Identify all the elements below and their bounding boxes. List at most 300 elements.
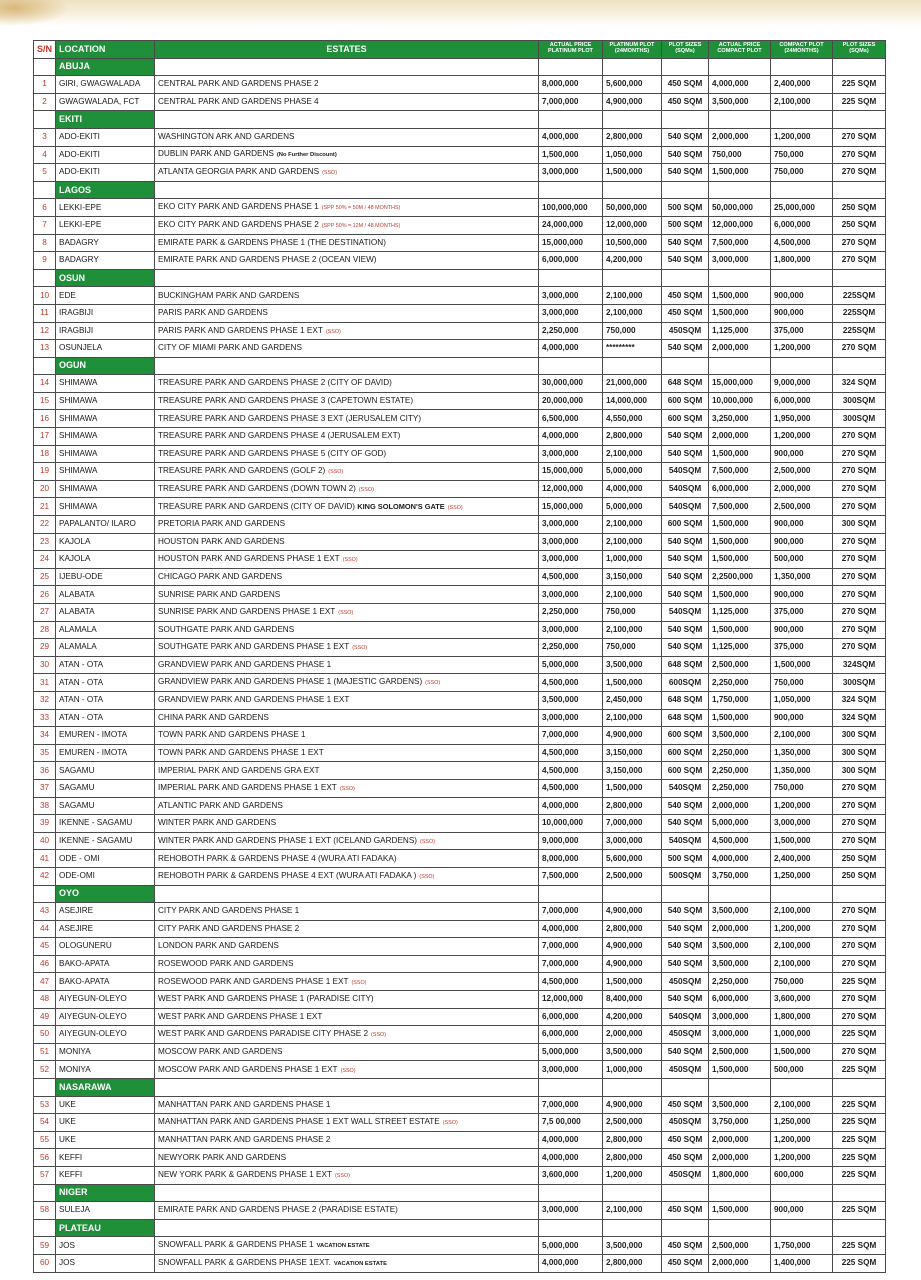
row-actual-platinum-price: 9,000,000 <box>539 832 603 850</box>
row-platinum-24m-price: 4,900,000 <box>603 1096 662 1114</box>
row-compact-plot-size: 324 SQM <box>833 691 886 709</box>
row-compact-24m-price: 1,800,000 <box>771 1008 833 1026</box>
row-sn: 51 <box>34 1043 56 1061</box>
row-compact-24m-price: 750,000 <box>771 164 833 182</box>
region-name: OSUN <box>56 269 155 287</box>
row-location: LEKKI-EPE <box>56 199 155 217</box>
row-actual-compact-price: 1,500,000 <box>709 164 771 182</box>
row-sn: 25 <box>34 568 56 586</box>
table-row <box>34 639 886 657</box>
region-spacer <box>603 58 662 76</box>
row-estate <box>155 1202 539 1220</box>
estate-name: HOUSTON PARK AND GARDENS PHASE 1 EXT <box>158 554 340 564</box>
row-estate <box>155 287 539 305</box>
row-sn: 33 <box>34 709 56 727</box>
row-estate <box>155 322 539 340</box>
row-actual-compact-price: 2,000,000 <box>709 428 771 446</box>
row-estate <box>155 1114 539 1132</box>
row-estate <box>155 779 539 797</box>
row-estate <box>155 1167 539 1185</box>
row-actual-compact-price: 1,500,000 <box>709 1061 771 1079</box>
row-estate <box>155 832 539 850</box>
row-platinum-plot-size: 648 SQM <box>662 691 709 709</box>
estate-name: DUBLIN PARK AND GARDENS <box>158 149 274 159</box>
row-actual-compact-price: 4,000,000 <box>709 850 771 868</box>
row-actual-compact-price: 3,500,000 <box>709 93 771 111</box>
row-location: SHIMAWA <box>56 498 155 516</box>
row-sn: 28 <box>34 621 56 639</box>
region-spacer <box>34 1184 56 1202</box>
row-actual-platinum-price: 8,000,000 <box>539 850 603 868</box>
row-platinum-24m-price: 3,150,000 <box>603 568 662 586</box>
row-sn: 59 <box>34 1237 56 1255</box>
row-actual-platinum-price: 100,000,000 <box>539 199 603 217</box>
estate-name: WINTER PARK AND GARDENS <box>158 818 277 828</box>
row-compact-24m-price: 1,250,000 <box>771 1114 833 1132</box>
row-platinum-plot-size: 540 SQM <box>662 920 709 938</box>
row-compact-plot-size: 250 SQM <box>833 867 886 885</box>
region-spacer <box>539 58 603 76</box>
row-actual-compact-price: 3,500,000 <box>709 955 771 973</box>
row-platinum-24m-price: 2,800,000 <box>603 1131 662 1149</box>
row-compact-24m-price: 2,500,000 <box>771 498 833 516</box>
row-actual-platinum-price: 15,000,000 <box>539 463 603 481</box>
row-actual-platinum-price: 15,000,000 <box>539 498 603 516</box>
row-compact-plot-size: 270 SQM <box>833 146 886 164</box>
estate-name: SNOWFALL PARK & GARDENS PHASE 1EXT. <box>158 1257 331 1267</box>
row-actual-compact-price: 3,750,000 <box>709 867 771 885</box>
row-compact-plot-size: 270 SQM <box>833 340 886 358</box>
row-actual-platinum-price: 6,000,000 <box>539 1026 603 1044</box>
row-platinum-24m-price: 2,450,000 <box>603 691 662 709</box>
row-actual-compact-price: 2,000,000 <box>709 1131 771 1149</box>
table-row <box>34 744 886 762</box>
row-compact-24m-price: 1,200,000 <box>771 1149 833 1167</box>
table-row <box>34 234 886 252</box>
table-row <box>34 568 886 586</box>
region-spacer <box>155 885 539 903</box>
row-compact-24m-price: 2,100,000 <box>771 938 833 956</box>
row-sn: 1 <box>34 76 56 94</box>
row-compact-plot-size: 300SQM <box>833 410 886 428</box>
row-actual-platinum-price: 3,000,000 <box>539 533 603 551</box>
row-platinum-plot-size: 450SQM <box>662 973 709 991</box>
row-estate <box>155 304 539 322</box>
row-compact-plot-size: 270 SQM <box>833 938 886 956</box>
row-location: EMUREN - IMOTA <box>56 727 155 745</box>
row-sn: 5 <box>34 164 56 182</box>
region-spacer <box>34 1079 56 1097</box>
row-platinum-plot-size: 540 SQM <box>662 621 709 639</box>
row-estate <box>155 375 539 393</box>
row-compact-plot-size: 270 SQM <box>833 428 886 446</box>
estate-note: (SSO) <box>419 874 435 880</box>
row-sn: 21 <box>34 498 56 516</box>
row-actual-platinum-price: 5,000,000 <box>539 656 603 674</box>
table-row <box>34 340 886 358</box>
row-actual-compact-price: 3,500,000 <box>709 727 771 745</box>
row-actual-compact-price: 2,250,000 <box>709 674 771 692</box>
row-sn: 30 <box>34 656 56 674</box>
row-location: ATAN - OTA <box>56 691 155 709</box>
region-header-row <box>34 111 886 129</box>
row-platinum-plot-size: 540SQM <box>662 480 709 498</box>
row-actual-platinum-price: 7,000,000 <box>539 93 603 111</box>
table-row <box>34 1167 886 1185</box>
row-sn: 20 <box>34 480 56 498</box>
row-location: ALABATA <box>56 604 155 622</box>
row-sn: 14 <box>34 375 56 393</box>
estate-note: (SSO) <box>442 1120 458 1127</box>
table-row <box>34 832 886 850</box>
table-row <box>34 604 886 622</box>
row-estate <box>155 216 539 234</box>
region-spacer <box>709 1219 771 1237</box>
row-compact-plot-size: 270 SQM <box>833 498 886 516</box>
region-spacer <box>709 111 771 129</box>
table-row <box>34 392 886 410</box>
row-platinum-plot-size: 540 SQM <box>662 1043 709 1061</box>
row-platinum-24m-price: 4,550,000 <box>603 410 662 428</box>
row-estate <box>155 252 539 270</box>
row-compact-plot-size: 225 SQM <box>833 1114 886 1132</box>
table-row <box>34 621 886 639</box>
row-compact-24m-price: 1,950,000 <box>771 410 833 428</box>
region-header-row <box>34 1219 886 1237</box>
row-sn: 4 <box>34 146 56 164</box>
estate-note: VACATION ESTATE <box>316 1243 370 1250</box>
row-estate <box>155 410 539 428</box>
row-compact-24m-price: 4,500,000 <box>771 234 833 252</box>
region-spacer <box>709 181 771 199</box>
region-header-row <box>34 1184 886 1202</box>
row-estate <box>155 920 539 938</box>
row-compact-plot-size: 225 SQM <box>833 1061 886 1079</box>
row-actual-platinum-price: 10,000,000 <box>539 815 603 833</box>
row-sn: 43 <box>34 903 56 921</box>
row-compact-plot-size: 270 SQM <box>833 991 886 1009</box>
region-spacer <box>155 269 539 287</box>
row-location: SAGAMU <box>56 762 155 780</box>
row-platinum-plot-size: 648 SQM <box>662 375 709 393</box>
row-compact-24m-price: 900,000 <box>771 304 833 322</box>
row-estate <box>155 1254 539 1272</box>
estate-name: WEST PARK AND GARDENS PHASE 1 EXT <box>158 1011 323 1021</box>
row-actual-platinum-price: 3,000,000 <box>539 304 603 322</box>
row-actual-platinum-price: 4,000,000 <box>539 1254 603 1272</box>
row-actual-compact-price: 2,2500,000 <box>709 568 771 586</box>
row-sn: 3 <box>34 128 56 146</box>
region-spacer <box>155 111 539 129</box>
table-row <box>34 674 886 692</box>
row-actual-compact-price: 2,000,000 <box>709 1254 771 1272</box>
estate-name: HOUSTON PARK AND GARDENS <box>158 536 285 546</box>
row-actual-platinum-price: 7,000,000 <box>539 938 603 956</box>
row-location: AIYEGUN-OLEYO <box>56 991 155 1009</box>
table-row <box>34 463 886 481</box>
table-body <box>34 58 886 1272</box>
row-compact-24m-price: 900,000 <box>771 1202 833 1220</box>
row-platinum-plot-size: 540 SQM <box>662 146 709 164</box>
row-compact-24m-price: 375,000 <box>771 639 833 657</box>
row-location: OLOGUNERU <box>56 938 155 956</box>
row-estate <box>155 164 539 182</box>
row-platinum-plot-size: 450 SQM <box>662 304 709 322</box>
row-compact-plot-size: 270 SQM <box>833 779 886 797</box>
row-platinum-24m-price: 4,900,000 <box>603 955 662 973</box>
row-compact-plot-size: 270 SQM <box>833 586 886 604</box>
row-compact-24m-price: 750,000 <box>771 674 833 692</box>
row-sn: 53 <box>34 1096 56 1114</box>
row-platinum-plot-size: 450SQM <box>662 1061 709 1079</box>
row-estate <box>155 586 539 604</box>
table-row <box>34 762 886 780</box>
region-spacer <box>771 885 833 903</box>
row-actual-compact-price: 2,500,000 <box>709 656 771 674</box>
estate-name: EMIRATE PARK AND GARDENS PHASE 2 (OCEAN VIEW) <box>158 255 377 265</box>
row-platinum-24m-price: 750,000 <box>603 604 662 622</box>
region-spacer <box>662 111 709 129</box>
row-actual-compact-price: 10,000,000 <box>709 392 771 410</box>
region-spacer <box>833 357 886 375</box>
row-platinum-plot-size: 540 SQM <box>662 903 709 921</box>
row-actual-compact-price: 4,000,000 <box>709 76 771 94</box>
estate-note: (SSO) <box>338 610 354 617</box>
row-estate <box>155 991 539 1009</box>
region-spacer <box>539 111 603 129</box>
row-compact-24m-price: 1,350,000 <box>771 744 833 762</box>
estate-name: ROSEWOOD PARK AND GARDENS <box>158 959 294 969</box>
row-platinum-plot-size: 450 SQM <box>662 76 709 94</box>
row-compact-24m-price: 900,000 <box>771 445 833 463</box>
row-location: OSUNJELA <box>56 340 155 358</box>
estate-name: ROSEWOOD PARK AND GARDENS PHASE 1 EXT <box>158 976 349 986</box>
row-compact-24m-price: 3,600,000 <box>771 991 833 1009</box>
estate-name: SUNRISE PARK AND GARDENS <box>158 589 281 599</box>
region-name: EKITI <box>56 111 155 129</box>
row-sn: 39 <box>34 815 56 833</box>
region-spacer <box>539 1079 603 1097</box>
row-actual-platinum-price: 7,000,000 <box>539 1096 603 1114</box>
row-compact-plot-size: 225 SQM <box>833 1026 886 1044</box>
row-actual-compact-price: 1,800,000 <box>709 1167 771 1185</box>
row-platinum-plot-size: 540 SQM <box>662 568 709 586</box>
row-compact-plot-size: 270 SQM <box>833 234 886 252</box>
region-spacer <box>155 1079 539 1097</box>
region-spacer <box>662 58 709 76</box>
row-estate <box>155 709 539 727</box>
row-actual-compact-price: 1,500,000 <box>709 304 771 322</box>
row-compact-24m-price: 2,100,000 <box>771 727 833 745</box>
row-compact-24m-price: 750,000 <box>771 146 833 164</box>
row-location: JOS <box>56 1237 155 1255</box>
row-estate <box>155 621 539 639</box>
row-actual-platinum-price: 2,250,000 <box>539 604 603 622</box>
row-platinum-24m-price: 3,500,000 <box>603 1237 662 1255</box>
row-estate <box>155 1237 539 1255</box>
row-compact-plot-size: 300SQM <box>833 674 886 692</box>
region-spacer <box>34 111 56 129</box>
row-location: BAKO-APATA <box>56 955 155 973</box>
estate-note: (SSO) <box>371 1032 387 1039</box>
row-compact-24m-price: 1,800,000 <box>771 252 833 270</box>
row-compact-plot-size: 225SQM <box>833 322 886 340</box>
row-compact-plot-size: 270 SQM <box>833 463 886 481</box>
row-platinum-24m-price: 3,500,000 <box>603 656 662 674</box>
row-sn: 26 <box>34 586 56 604</box>
row-location: ATAN - OTA <box>56 709 155 727</box>
row-platinum-plot-size: 600 SQM <box>662 516 709 534</box>
row-sn: 11 <box>34 304 56 322</box>
table-row <box>34 199 886 217</box>
row-sn: 13 <box>34 340 56 358</box>
estate-name: TREASURE PARK AND GARDENS PHASE 3 EXT (JERUSALEM CITY) <box>158 413 422 423</box>
row-platinum-plot-size: 600 SQM <box>662 392 709 410</box>
row-actual-compact-price: 1,500,000 <box>709 287 771 305</box>
row-actual-compact-price: 1,500,000 <box>709 516 771 534</box>
row-platinum-24m-price: 1,500,000 <box>603 779 662 797</box>
region-spacer <box>603 1219 662 1237</box>
row-location: SAGAMU <box>56 797 155 815</box>
region-spacer <box>34 58 56 76</box>
estate-name: NEWYORK PARK AND GARDENS <box>158 1152 287 1162</box>
row-platinum-plot-size: 500 SQM <box>662 199 709 217</box>
region-spacer <box>833 885 886 903</box>
region-spacer <box>833 1184 886 1202</box>
row-estate <box>155 604 539 622</box>
table-row <box>34 252 886 270</box>
row-platinum-plot-size: 540SQM <box>662 604 709 622</box>
row-location: BADAGRY <box>56 234 155 252</box>
table-row <box>34 727 886 745</box>
row-actual-compact-price: 1,500,000 <box>709 445 771 463</box>
row-platinum-24m-price: 5,600,000 <box>603 76 662 94</box>
region-name: OGUN <box>56 357 155 375</box>
row-actual-compact-price: 6,000,000 <box>709 480 771 498</box>
row-actual-compact-price: 12,000,000 <box>709 216 771 234</box>
row-actual-platinum-price: 3,000,000 <box>539 1061 603 1079</box>
region-header-row <box>34 269 886 287</box>
row-platinum-plot-size: 450 SQM <box>662 93 709 111</box>
row-location: AIYEGUN-OLEYO <box>56 1008 155 1026</box>
row-estate <box>155 867 539 885</box>
estate-name: WEST PARK AND GARDENS PHASE 1 (PARADISE CITY) <box>158 994 374 1004</box>
row-platinum-24m-price: 2,100,000 <box>603 445 662 463</box>
row-estate <box>155 533 539 551</box>
region-spacer <box>603 269 662 287</box>
row-actual-compact-price: 3,250,000 <box>709 410 771 428</box>
region-spacer <box>709 1184 771 1202</box>
row-location: ATAN - OTA <box>56 656 155 674</box>
row-sn: 56 <box>34 1149 56 1167</box>
row-compact-plot-size: 225 SQM <box>833 1131 886 1149</box>
row-estate <box>155 955 539 973</box>
region-spacer <box>771 357 833 375</box>
row-actual-platinum-price: 7,000,000 <box>539 727 603 745</box>
row-compact-plot-size: 225 SQM <box>833 973 886 991</box>
row-actual-compact-price: 2,250,000 <box>709 973 771 991</box>
estate-name: TREASURE PARK AND GARDENS PHASE 3 (CAPETOWN ESTATE) <box>158 396 414 406</box>
row-actual-compact-price: 1,125,000 <box>709 322 771 340</box>
row-actual-compact-price: 1,125,000 <box>709 639 771 657</box>
row-sn: 8 <box>34 234 56 252</box>
row-actual-compact-price: 1,750,000 <box>709 691 771 709</box>
region-spacer <box>34 357 56 375</box>
row-actual-platinum-price: 4,000,000 <box>539 128 603 146</box>
row-actual-platinum-price: 3,000,000 <box>539 287 603 305</box>
row-platinum-24m-price: 1,000,000 <box>603 1061 662 1079</box>
row-estate <box>155 480 539 498</box>
region-spacer <box>539 269 603 287</box>
row-estate <box>155 903 539 921</box>
region-spacer <box>833 269 886 287</box>
row-platinum-plot-size: 540 SQM <box>662 445 709 463</box>
header-plot-sizes-compact: PLOT SIZES (SQMs) <box>833 41 886 59</box>
row-actual-compact-price: 15,000,000 <box>709 375 771 393</box>
row-location: ASEJIRE <box>56 903 155 921</box>
estate-name: SOUTHGATE PARK AND GARDENS <box>158 624 295 634</box>
region-spacer <box>155 357 539 375</box>
row-compact-plot-size: 270 SQM <box>833 639 886 657</box>
estate-name: IMPERIAL PARK AND GARDENS GRA EXT <box>158 765 320 775</box>
row-sn: 50 <box>34 1026 56 1044</box>
region-spacer <box>603 181 662 199</box>
row-platinum-24m-price: ********* <box>603 340 662 358</box>
row-actual-platinum-price: 4,500,000 <box>539 779 603 797</box>
row-platinum-plot-size: 540SQM <box>662 832 709 850</box>
region-name: LAGOS <box>56 181 155 199</box>
region-name: OYO <box>56 885 155 903</box>
estate-note: (SSO) <box>339 786 355 793</box>
estate-name: REHOBOTH PARK & GARDENS PHASE 4 (WURA ATI FADAKA) <box>158 853 397 863</box>
table-row <box>34 551 886 569</box>
row-sn: 54 <box>34 1114 56 1132</box>
region-header-row <box>34 181 886 199</box>
table-row <box>34 1114 886 1132</box>
region-name: ABUJA <box>56 58 155 76</box>
estate-note: (SPP 50% = 12M / 48 MONTHS) <box>321 223 401 230</box>
row-estate <box>155 551 539 569</box>
region-spacer <box>833 111 886 129</box>
estate-name: GRANDVIEW PARK AND GARDENS PHASE 1 <box>158 659 332 669</box>
row-actual-platinum-price: 3,000,000 <box>539 586 603 604</box>
region-spacer <box>34 181 56 199</box>
row-compact-plot-size: 250 SQM <box>833 850 886 868</box>
row-compact-plot-size: 250 SQM <box>833 216 886 234</box>
row-location: EMUREN - IMOTA <box>56 744 155 762</box>
table-row <box>34 586 886 604</box>
table-row <box>34 691 886 709</box>
row-actual-platinum-price: 3,000,000 <box>539 621 603 639</box>
region-spacer <box>155 181 539 199</box>
row-platinum-plot-size: 540 SQM <box>662 533 709 551</box>
row-compact-24m-price: 500,000 <box>771 551 833 569</box>
table-row <box>34 1237 886 1255</box>
row-sn: 10 <box>34 287 56 305</box>
estate-note: (SSO) <box>420 838 436 845</box>
row-location: SHIMAWA <box>56 392 155 410</box>
row-compact-plot-size: 270 SQM <box>833 1043 886 1061</box>
row-sn: 2 <box>34 93 56 111</box>
table-row <box>34 128 886 146</box>
table-row <box>34 1131 886 1149</box>
table-row <box>34 287 886 305</box>
row-platinum-24m-price: 2,100,000 <box>603 1202 662 1220</box>
region-spacer <box>833 58 886 76</box>
table-row <box>34 709 886 727</box>
row-platinum-24m-price: 3,150,000 <box>603 744 662 762</box>
row-compact-plot-size: 225 SQM <box>833 1149 886 1167</box>
